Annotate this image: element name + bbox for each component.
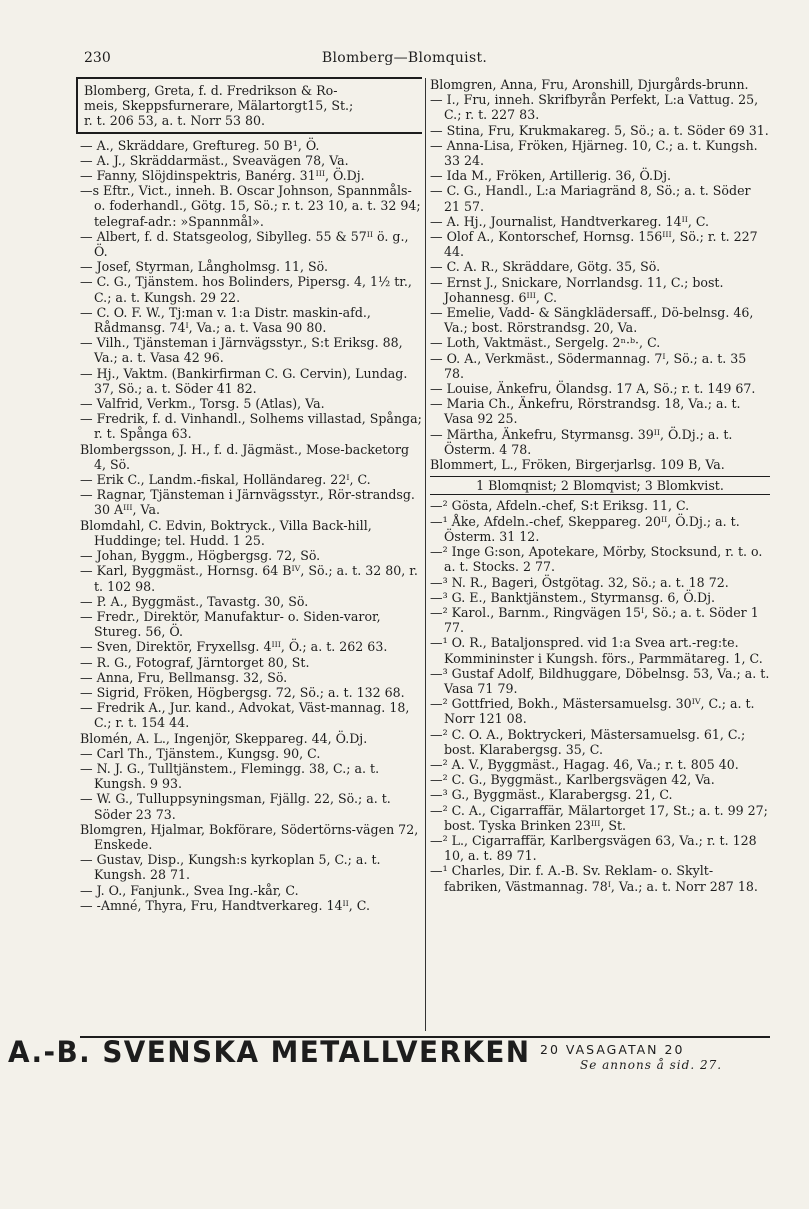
- directory-entry: —² C. O. A., Boktryckeri, Mästersamuelsg. 61, C.; bost. Klarabergsg. 35, C.: [430, 726, 746, 757]
- directory-entry: — Gustav, Disp., Kungsh:s kyrkoplan 5, C.; a. t. Kungsh. 28 71.: [80, 852, 381, 883]
- directory-entry: — W. G., Tulluppsyningsman, Fjällg. 22, Sö.; a. t. Söder 23 73.: [80, 791, 391, 822]
- directory-entry: —¹ O. R., Bataljonspred. vid 1:a Svea art.-reg:te. Kommininster i Kungsh. förs., Parmmätareg. 1, C.: [430, 635, 763, 666]
- directory-entry: — -Amné, Thyra, Fru, Handtverkareg. 14ᴵᴵ, C.: [80, 897, 370, 913]
- directory-entry: — Johan, Byggm., Högbergsg. 72, Sö.: [80, 548, 321, 564]
- directory-entry: —² L., Cigarraffär, Karlbergsvägen 63, Va.; r. t. 128 10, a. t. 89 71.: [430, 832, 757, 864]
- directory-entry: — Valfrid, Verkm., Torsg. 5 (Atlas), Va.: [80, 396, 325, 412]
- directory-entry: —² C. G., Byggmäst., Karlbergsvägen 42, Va.: [430, 772, 715, 788]
- directory-entry: — Fredrik A., Jur. kand., Advokat, Väst-mannag. 18, C.; r. t. 154 44.: [80, 700, 410, 731]
- directory-entry: Blomdahl, C. Edvin, Boktryck., Villa Back-hill, Huddinge; tel. Hudd. 1 25.: [80, 517, 372, 548]
- column-divider: [425, 78, 426, 1031]
- ad-company-name: A.-B. SVENSKA METALLVERKEN: [8, 1035, 531, 1069]
- directory-entry: — A. J., Skräddarmäst., Sveavägen 78, Va.: [80, 152, 349, 168]
- directory-entry: — Erik C., Landm.-fiskal, Holländareg. 22ᴵ, C.: [80, 472, 371, 488]
- directory-entry: —³ Gustaf Adolf, Bildhuggare, Döbelnsg. 53, Va.; a. t. Vasa 71 79.: [430, 665, 770, 696]
- right-entries-bottom: [430, 498, 770, 893]
- directory-entry: Blommert, L., Fröken, Birgerjarlsg. 109 B, Va.: [430, 457, 725, 473]
- directory-entry: —³ G., Byggmäst., Klarabergsg. 21, C.: [430, 787, 673, 803]
- directory-entry: —² Gottfried, Bokh., Mästersamuelsg. 30ᴵⱽ, C.; a. t. Norr 121 08.: [430, 696, 755, 727]
- directory-entry: — C. O. F. W., Tj:man v. 1:a Distr. maskin-afd., Rådmansg. 74ᴵ, Va.; a. t. Vasa 90 80.: [80, 304, 371, 336]
- directory-entry: — Ragnar, Tjänsteman i Järnvägsstyr., Rör-strandsg. 30 Aᴵᴵᴵ, Va.: [80, 487, 415, 518]
- directory-entry: — C. G., Tjänstem. hos Bolinders, Pipersg. 4, 1½ tr., C.; a. t. Kungsh. 29 22.: [80, 274, 412, 305]
- directory-entry: — Maria Ch., Änkefru, Rörstrandsg. 18, Va.; a. t. Vasa 92 25.: [430, 396, 741, 427]
- directory-entry: — Fanny, Slöjdinspektris, Banérg. 31ᴵᴵᴵ, Ö.Dj.: [80, 168, 365, 184]
- section-heading: 1 Blomqnist; 2 Blomqvist; 3 Blomkvist.: [430, 476, 770, 495]
- directory-entry: — Ida M., Fröken, Artillerig. 36, Ö.Dj.: [430, 168, 672, 184]
- directory-entry: — Fredrik, f. d. Vinhandl., Solhems villastad, Spånga; r. t. Spånga 63.: [80, 411, 422, 442]
- directory-entry: Blomgren, Anna, Fru, Aronshill, Djurgårds-brunn.: [430, 77, 749, 92]
- directory-entry: — N. J. G., Tulltjänstem., Flemingg. 38, C.; a. t. Kungsh. 9 93.: [80, 760, 380, 792]
- directory-entry: — Albert, f. d. Statsgeolog, Sibylleg. 55 & 57ᴵᴵ ö. g., Ö.: [80, 228, 409, 260]
- directory-entry: —² C. A., Cigarraffär, Mälartorget 17, St.; a. t. 99 27; bost. Tyska Brinken 23ᴵᴵᴵ, St.: [430, 802, 768, 833]
- directory-entry: — Fredr., Direktör, Manufaktur- o. Siden-varor, Stureg. 56, Ö.: [80, 608, 381, 640]
- boxed-line: meis, Skeppsfurnerare, Mälartorgt15, St.;: [84, 98, 354, 114]
- directory-entry: —s Eftr., Vict., inneh. B. Oscar Johnson, Spannmåls- o. foderhandl., Götg. 15, Sö.; r. t. 23 10, a. t. 32 94; telegraf-adr.: »Spannmål».: [80, 183, 421, 229]
- directory-entry: — J. O., Fanjunk., Svea Ing.-kår, C.: [80, 882, 299, 898]
- directory-entry: — R. G., Fotograf, Järntorget 80, St.: [80, 654, 310, 670]
- right-entries-top: [430, 77, 770, 472]
- directory-entry: —² Karol., Barnm., Ringvägen 15ᴵ, Sö.; a. t. Söder 1 77.: [430, 604, 759, 636]
- ad-address: 20 VASAGATAN 20: [540, 1042, 685, 1057]
- directory-entry: —³ N. R., Bageri, Östgötag. 32, Sö.; a. t. 18 72.: [430, 574, 729, 590]
- directory-entry: — Märtha, Änkefru, Styrmansg. 39ᴵᴵ, Ö.Dj.; a. t. Österm. 4 78.: [430, 426, 733, 457]
- directory-entry: —¹ Charles, Dir. f. A.-B. Sv. Reklam- o. Skylt-fabriken, Västmannag. 78ᴵ, Va.; a. t. Norr 287 18.: [430, 863, 758, 894]
- directory-entry: — Olof A., Kontorschef, Hornsg. 156ᴵᴵᴵ, Sö.; r. t. 227 44.: [430, 229, 758, 260]
- directory-entry: — Carl Th., Tjänstem., Kungsg. 90, C.: [80, 745, 321, 761]
- directory-entry: — Stina, Fru, Krukmakareg. 5, Sö.; a. t. Söder 69 31.: [430, 122, 769, 138]
- ad-note: Se annons å sid. 27.: [580, 1058, 723, 1072]
- directory-entry: — O. A., Verkmäst., Södermannag. 7ᴵ, Sö.; a. t. 35 78.: [430, 350, 747, 381]
- directory-entry: — C. G., Handl., L:a Mariagränd 8, Sö.; a. t. Söder 21 57.: [430, 183, 751, 214]
- directory-entry: —² Inge G:son, Apotekare, Mörby, Stocksund, r. t. o. a. t. Stocks. 2 77.: [430, 544, 763, 575]
- directory-entry: — Anna-Lisa, Fröken, Hjärneg. 10, C.; a. t. Kungsh. 33 24.: [430, 137, 758, 169]
- boxed-line: r. t. 206 53, a. t. Norr 53 80.: [84, 113, 266, 129]
- directory-entry: — Anna, Fru, Bellmansg. 32, Sö.: [80, 669, 288, 685]
- directory-entry: — Sigrid, Fröken, Högbergsg. 72, Sö.; a. t. 132 68.: [80, 684, 405, 700]
- directory-entry: — A. Hj., Journalist, Handtverkareg. 14ᴵᴵ, C.: [430, 213, 710, 229]
- directory-entry: — Loth, Vaktmäst., Sergelg. 2ⁿ·ᵇ·, C.: [430, 335, 661, 351]
- directory-entry: — A., Skräddare, Greftureg. 50 B¹, Ö.: [80, 137, 320, 153]
- directory-entry: Blombergsson, J. H., f. d. Jägmäst., Mose-backetorg 4, Sö.: [80, 441, 410, 472]
- directory-entry: —³ G. E., Banktjänstem., Styrmansg. 6, Ö.Dj.: [430, 589, 716, 605]
- directory-entry: Blomgren, Hjalmar, Bokförare, Södertörns-vägen 72, Enskede.: [80, 821, 419, 852]
- directory-entry: —¹ Åke, Afdeln.-chef, Skeppareg. 20ᴵᴵ, Ö.Dj.; a. t. Österm. 31 12.: [430, 513, 740, 544]
- directory-entry: — Karl, Byggmäst., Hornsg. 64 Bᴵⱽ, Sö.; a. t. 32 80, r. t. 102 98.: [80, 563, 418, 594]
- directory-entry: — Ernst J., Snickare, Norrlandsg. 11, C.; bost. Johannesg. 6ᴵᴵᴵ, C.: [430, 274, 724, 305]
- boxed-entry: [76, 77, 422, 134]
- directory-entry: —² A. V., Byggmäst., Hagag. 46, Va.; r. t. 805 40.: [430, 756, 739, 772]
- right-column: [430, 77, 770, 894]
- directory-entry: Blomén, A. L., Ingenjör, Skeppareg. 44, Ö.Dj.: [80, 730, 368, 746]
- directory-entry: — Emelie, Vadd- & Sängklädersaff., Dö-belnsg. 46, Va.; bost. Rörstrandsg. 20, Va.: [430, 305, 754, 336]
- directory-entry: — Louise, Änkefru, Ölandsg. 17 A, Sö.; r. t. 149 67.: [430, 381, 756, 397]
- directory-entry: — Sven, Direktör, Fryxellsg. 4ᴵᴵᴵ, Ö.; a. t. 262 63.: [80, 639, 388, 655]
- directory-entry: — C. A. R., Skräddare, Götg. 35, Sö.: [430, 259, 661, 275]
- directory-entry: — I., Fru, inneh. Skrifbyrån Perfekt, L:a Vattug. 25, C.; r. t. 227 83.: [430, 92, 759, 123]
- page-title: Blomberg—Blomquist.: [321, 50, 488, 66]
- page-number: 230: [84, 50, 111, 66]
- boxed-line: Blomberg, Greta, f. d. Fredrikson & Ro-: [84, 83, 338, 98]
- directory-entry: — Josef, Styrman, Långholmsg. 11, Sö.: [80, 259, 329, 275]
- directory-entry: —² Gösta, Afdeln.-chef, S:t Eriksg. 11, C.: [430, 498, 690, 514]
- directory-entry: — Hj., Vaktm. (Bankirfirman C. G. Cervin), Lundag. 37, Sö.; a. t. Söder 41 82.: [80, 365, 408, 396]
- left-entries: [80, 138, 422, 913]
- left-column: [80, 77, 422, 913]
- directory-entry: — P. A., Byggmäst., Tavastg. 30, Sö.: [80, 593, 309, 609]
- directory-entry: — Vilh., Tjänsteman i Järnvägsstyr., S:t Eriksg. 88, Va.; a. t. Vasa 42 96.: [80, 335, 403, 366]
